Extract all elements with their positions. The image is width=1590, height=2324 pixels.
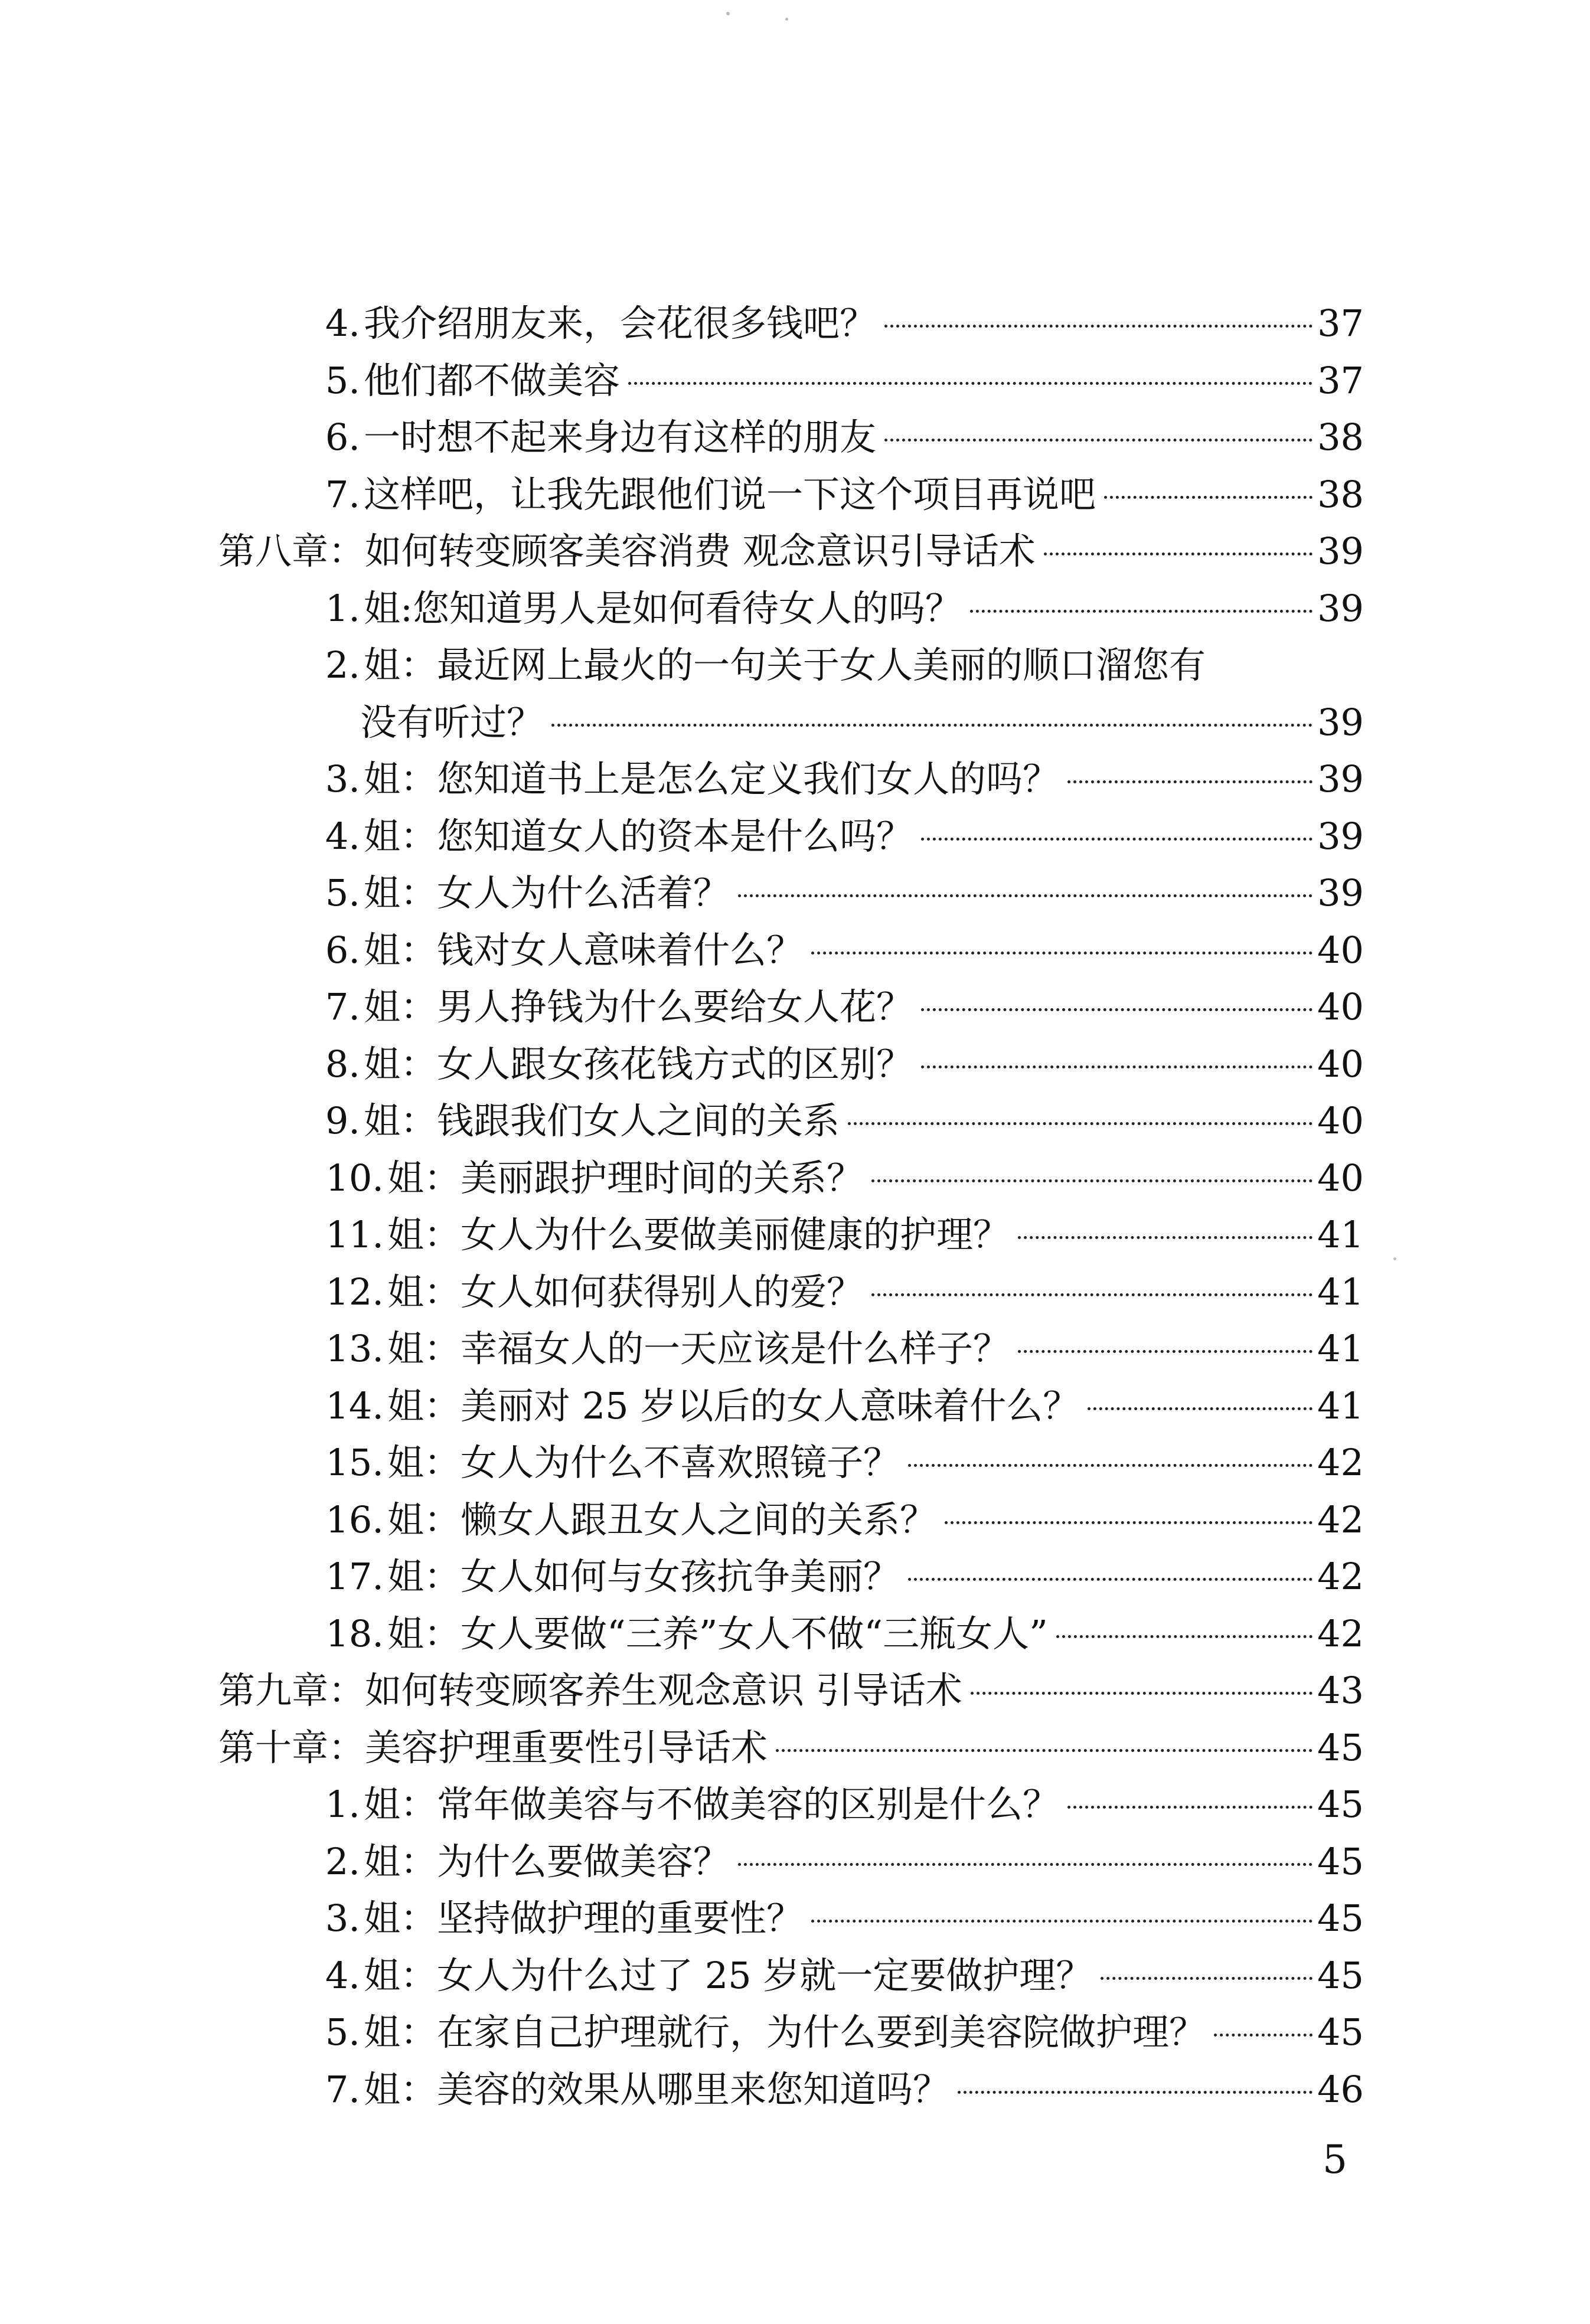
entry-page: 40 — [1317, 1099, 1364, 1142]
dot-leader — [908, 1464, 1313, 1467]
entry-page: 39 — [1317, 757, 1364, 800]
entry-page: 37 — [1317, 358, 1364, 402]
dot-leader — [738, 1863, 1313, 1866]
entry-title: 姐:您知道男人是如何看待女人的吗？ — [364, 586, 962, 630]
entry-number: 3. — [325, 757, 360, 800]
entry-title: 姐：为什么要做美容？ — [364, 1839, 730, 1883]
dot-leader — [871, 1293, 1313, 1296]
dot-leader — [971, 1692, 1313, 1695]
toc-entry — [218, 751, 1364, 808]
toc-entry — [218, 466, 1364, 524]
entry-title: 这样吧，让我先跟他们说一下这个项目再说吧 — [364, 472, 1096, 516]
entry-number: 3. — [325, 1897, 360, 1940]
entry-title: 姐：美容的效果从哪里来您知道吗？ — [364, 2067, 950, 2111]
toc-entry — [218, 1947, 1364, 2005]
entry-title: 姐：女人为什么活着？ — [364, 871, 730, 914]
entry-page: 42 — [1317, 1441, 1364, 1484]
toc-entry — [218, 1833, 1364, 1891]
entry-number: 4. — [325, 814, 360, 858]
entry-number: 7. — [325, 985, 360, 1028]
chapter-title: 第十章：美容护理重要性引导话术 — [218, 1725, 768, 1769]
entry-number: 5. — [325, 358, 360, 402]
entry-page: 45 — [1317, 1953, 1364, 1997]
entry-number: 12. — [325, 1270, 384, 1313]
entry-page: 39 — [1317, 529, 1364, 573]
dot-leader — [628, 382, 1313, 385]
toc-entry — [218, 580, 1364, 638]
entry-page: 45 — [1317, 1839, 1364, 1883]
entry-title: 姐：钱跟我们女人之间的关系 — [364, 1099, 840, 1142]
dot-leader — [1214, 2034, 1313, 2037]
entry-title: 没有听过？ — [360, 700, 544, 744]
entry-number: 6. — [325, 928, 360, 972]
dot-leader — [1104, 496, 1313, 499]
entry-number: 1. — [325, 586, 360, 630]
entry-page: 42 — [1317, 1498, 1364, 1541]
scan-speck — [785, 18, 788, 21]
entry-page: 41 — [1317, 1327, 1364, 1370]
toc-chapter — [218, 523, 1364, 580]
toc-entry — [218, 1150, 1364, 1207]
entry-title: 姐：男人挣钱为什么要给女人花？ — [364, 985, 913, 1028]
entry-title: 姐：最近网上最火的一句关于女人美丽的顺口溜您有 — [364, 643, 1206, 687]
dot-leader — [970, 610, 1313, 613]
toc-entry — [218, 979, 1364, 1036]
toc-entry-continuation — [218, 694, 1364, 751]
entry-title: 姐：女人为什么不喜欢照镜子？ — [387, 1441, 900, 1484]
entry-number: 11. — [325, 1213, 384, 1256]
entry-title: 姐：坚持做护理的重要性？ — [364, 1897, 804, 1940]
entry-title: 姐：美丽跟护理时间的关系？ — [387, 1156, 864, 1199]
entry-title: 我介绍朋友来，会花很多钱吧？ — [364, 302, 877, 345]
dot-leader — [776, 1749, 1313, 1752]
entry-page: 39 — [1317, 814, 1364, 858]
entry-number: 4. — [325, 302, 360, 345]
dot-leader — [1018, 1350, 1313, 1353]
dot-leader — [811, 952, 1313, 955]
toc-entry — [218, 637, 1364, 694]
entry-page: 40 — [1317, 1156, 1364, 1199]
dot-leader — [884, 325, 1313, 328]
dot-leader — [1044, 553, 1313, 555]
entry-number: 7. — [325, 2067, 360, 2111]
dot-leader — [945, 1521, 1313, 1524]
entry-page: 40 — [1317, 985, 1364, 1028]
entry-number: 17. — [325, 1555, 384, 1598]
entry-number: 14. — [325, 1384, 384, 1427]
toc-entry — [218, 2061, 1364, 2119]
toc-entry — [218, 1207, 1364, 1264]
entry-number: 1. — [325, 1783, 360, 1826]
entry-number: 10. — [325, 1156, 384, 1199]
dot-leader — [551, 724, 1313, 727]
dot-leader — [738, 894, 1313, 897]
entry-number: 15. — [325, 1441, 384, 1484]
entry-number: 2. — [325, 1839, 360, 1883]
entry-number: 8. — [325, 1042, 360, 1086]
dot-leader — [908, 1578, 1313, 1581]
toc-entry — [218, 1320, 1364, 1378]
toc-chapter — [218, 1720, 1364, 1777]
dot-leader — [1088, 1407, 1313, 1410]
scan-speck — [1393, 1257, 1396, 1260]
entry-page: 39 — [1317, 871, 1364, 914]
entry-number: 2. — [325, 643, 360, 687]
entry-title: 姐：女人如何获得别人的爱？ — [387, 1270, 864, 1313]
entry-page: 39 — [1317, 700, 1364, 744]
entry-title: 姐：女人为什么要做美丽健康的护理？ — [387, 1213, 1010, 1256]
toc-entry — [218, 1434, 1364, 1492]
dot-leader — [1067, 1806, 1313, 1809]
entry-title: 姐：女人为什么过了 25 岁就一定要做护理？ — [364, 1953, 1093, 1997]
toc-entry — [218, 1378, 1364, 1435]
dot-leader — [958, 2091, 1313, 2094]
toc-entry — [218, 1492, 1364, 1549]
entry-title: 姐：女人如何与女孩抗争美丽？ — [387, 1555, 900, 1598]
entry-page: 38 — [1317, 472, 1364, 516]
entry-number: 9. — [325, 1099, 360, 1142]
entry-title: 姐：钱对女人意味着什么？ — [364, 928, 804, 972]
chapter-title: 第九章：如何转变顾客养生观念意识 引导话术 — [218, 1669, 962, 1712]
entry-page: 40 — [1317, 1042, 1364, 1086]
toc-chapter — [218, 1662, 1364, 1720]
entry-number: 6. — [325, 416, 360, 459]
dot-leader — [871, 1179, 1313, 1182]
toc-entry — [218, 1264, 1364, 1321]
dot-leader — [1101, 1977, 1313, 1980]
entry-title: 姐：您知道女人的资本是什么吗？ — [364, 814, 913, 858]
entry-title: 姐：美丽对 25 岁以后的女人意味着什么？ — [387, 1384, 1080, 1427]
entry-number: 7. — [325, 472, 360, 516]
dot-leader — [848, 1122, 1313, 1125]
entry-number: 16. — [325, 1498, 384, 1541]
toc-entry — [218, 1548, 1364, 1606]
entry-page: 41 — [1317, 1384, 1364, 1427]
chapter-title: 第八章：如何转变顾客美容消费 观念意识引导话术 — [218, 529, 1036, 573]
entry-title: 姐：懒女人跟丑女人之间的关系？ — [387, 1498, 937, 1541]
entry-page: 38 — [1317, 416, 1364, 459]
toc-entry — [218, 865, 1364, 922]
toc-entry — [218, 922, 1364, 979]
toc-entry — [218, 295, 1364, 352]
page-number: 5 — [1323, 2137, 1347, 2182]
toc-entry — [218, 2004, 1364, 2061]
toc-entry — [218, 1036, 1364, 1093]
dot-leader — [921, 1008, 1313, 1011]
entry-page: 42 — [1317, 1555, 1364, 1598]
dot-leader — [1067, 780, 1313, 783]
entry-title: 姐：幸福女人的一天应该是什么样子？ — [387, 1327, 1010, 1370]
entry-page: 43 — [1317, 1669, 1364, 1712]
dot-leader — [1056, 1635, 1313, 1638]
toc-entry — [218, 352, 1364, 410]
entry-number: 13. — [325, 1327, 384, 1370]
entry-title: 姐：女人要做“三养”女人不做“三瓶女人” — [387, 1612, 1048, 1655]
entry-page: 37 — [1317, 302, 1364, 345]
entry-page: 40 — [1317, 928, 1364, 972]
toc-entry — [218, 808, 1364, 865]
entry-title: 姐：女人跟女孩花钱方式的区别？ — [364, 1042, 913, 1086]
entry-page: 46 — [1317, 2067, 1364, 2111]
entry-title: 姐：在家自己护理就行，为什么要到美容院做护理？ — [364, 2011, 1206, 2054]
entry-page: 41 — [1317, 1213, 1364, 1256]
toc-entry — [218, 1890, 1364, 1947]
toc-entry — [218, 1606, 1364, 1663]
entry-title: 姐：常年做美容与不做美容的区别是什么？ — [364, 1783, 1060, 1826]
entry-page: 41 — [1317, 1270, 1364, 1313]
dot-leader — [921, 838, 1313, 841]
toc-entry — [218, 409, 1364, 466]
dot-leader — [811, 1920, 1313, 1923]
dot-leader — [884, 439, 1313, 442]
entry-number: 4. — [325, 1953, 360, 1997]
entry-title: 他们都不做美容 — [364, 358, 621, 402]
entry-number: 5. — [325, 2011, 360, 2054]
entry-title: 一时想不起来身边有这样的朋友 — [364, 416, 877, 459]
entry-page: 45 — [1317, 1783, 1364, 1826]
entry-number: 5. — [325, 871, 360, 914]
table-of-contents — [218, 295, 1364, 2118]
entry-number: 18. — [325, 1612, 384, 1655]
scan-speck — [726, 12, 730, 15]
entry-page: 39 — [1317, 586, 1364, 630]
entry-page: 42 — [1317, 1612, 1364, 1655]
entry-page: 45 — [1317, 1897, 1364, 1940]
dot-leader — [1018, 1236, 1313, 1239]
toc-entry — [218, 1093, 1364, 1150]
entry-page: 45 — [1317, 1725, 1364, 1769]
dot-leader — [921, 1065, 1313, 1068]
entry-page: 45 — [1317, 2011, 1364, 2054]
toc-entry — [218, 1776, 1364, 1833]
entry-title: 姐：您知道书上是怎么定义我们女人的吗？ — [364, 757, 1060, 800]
